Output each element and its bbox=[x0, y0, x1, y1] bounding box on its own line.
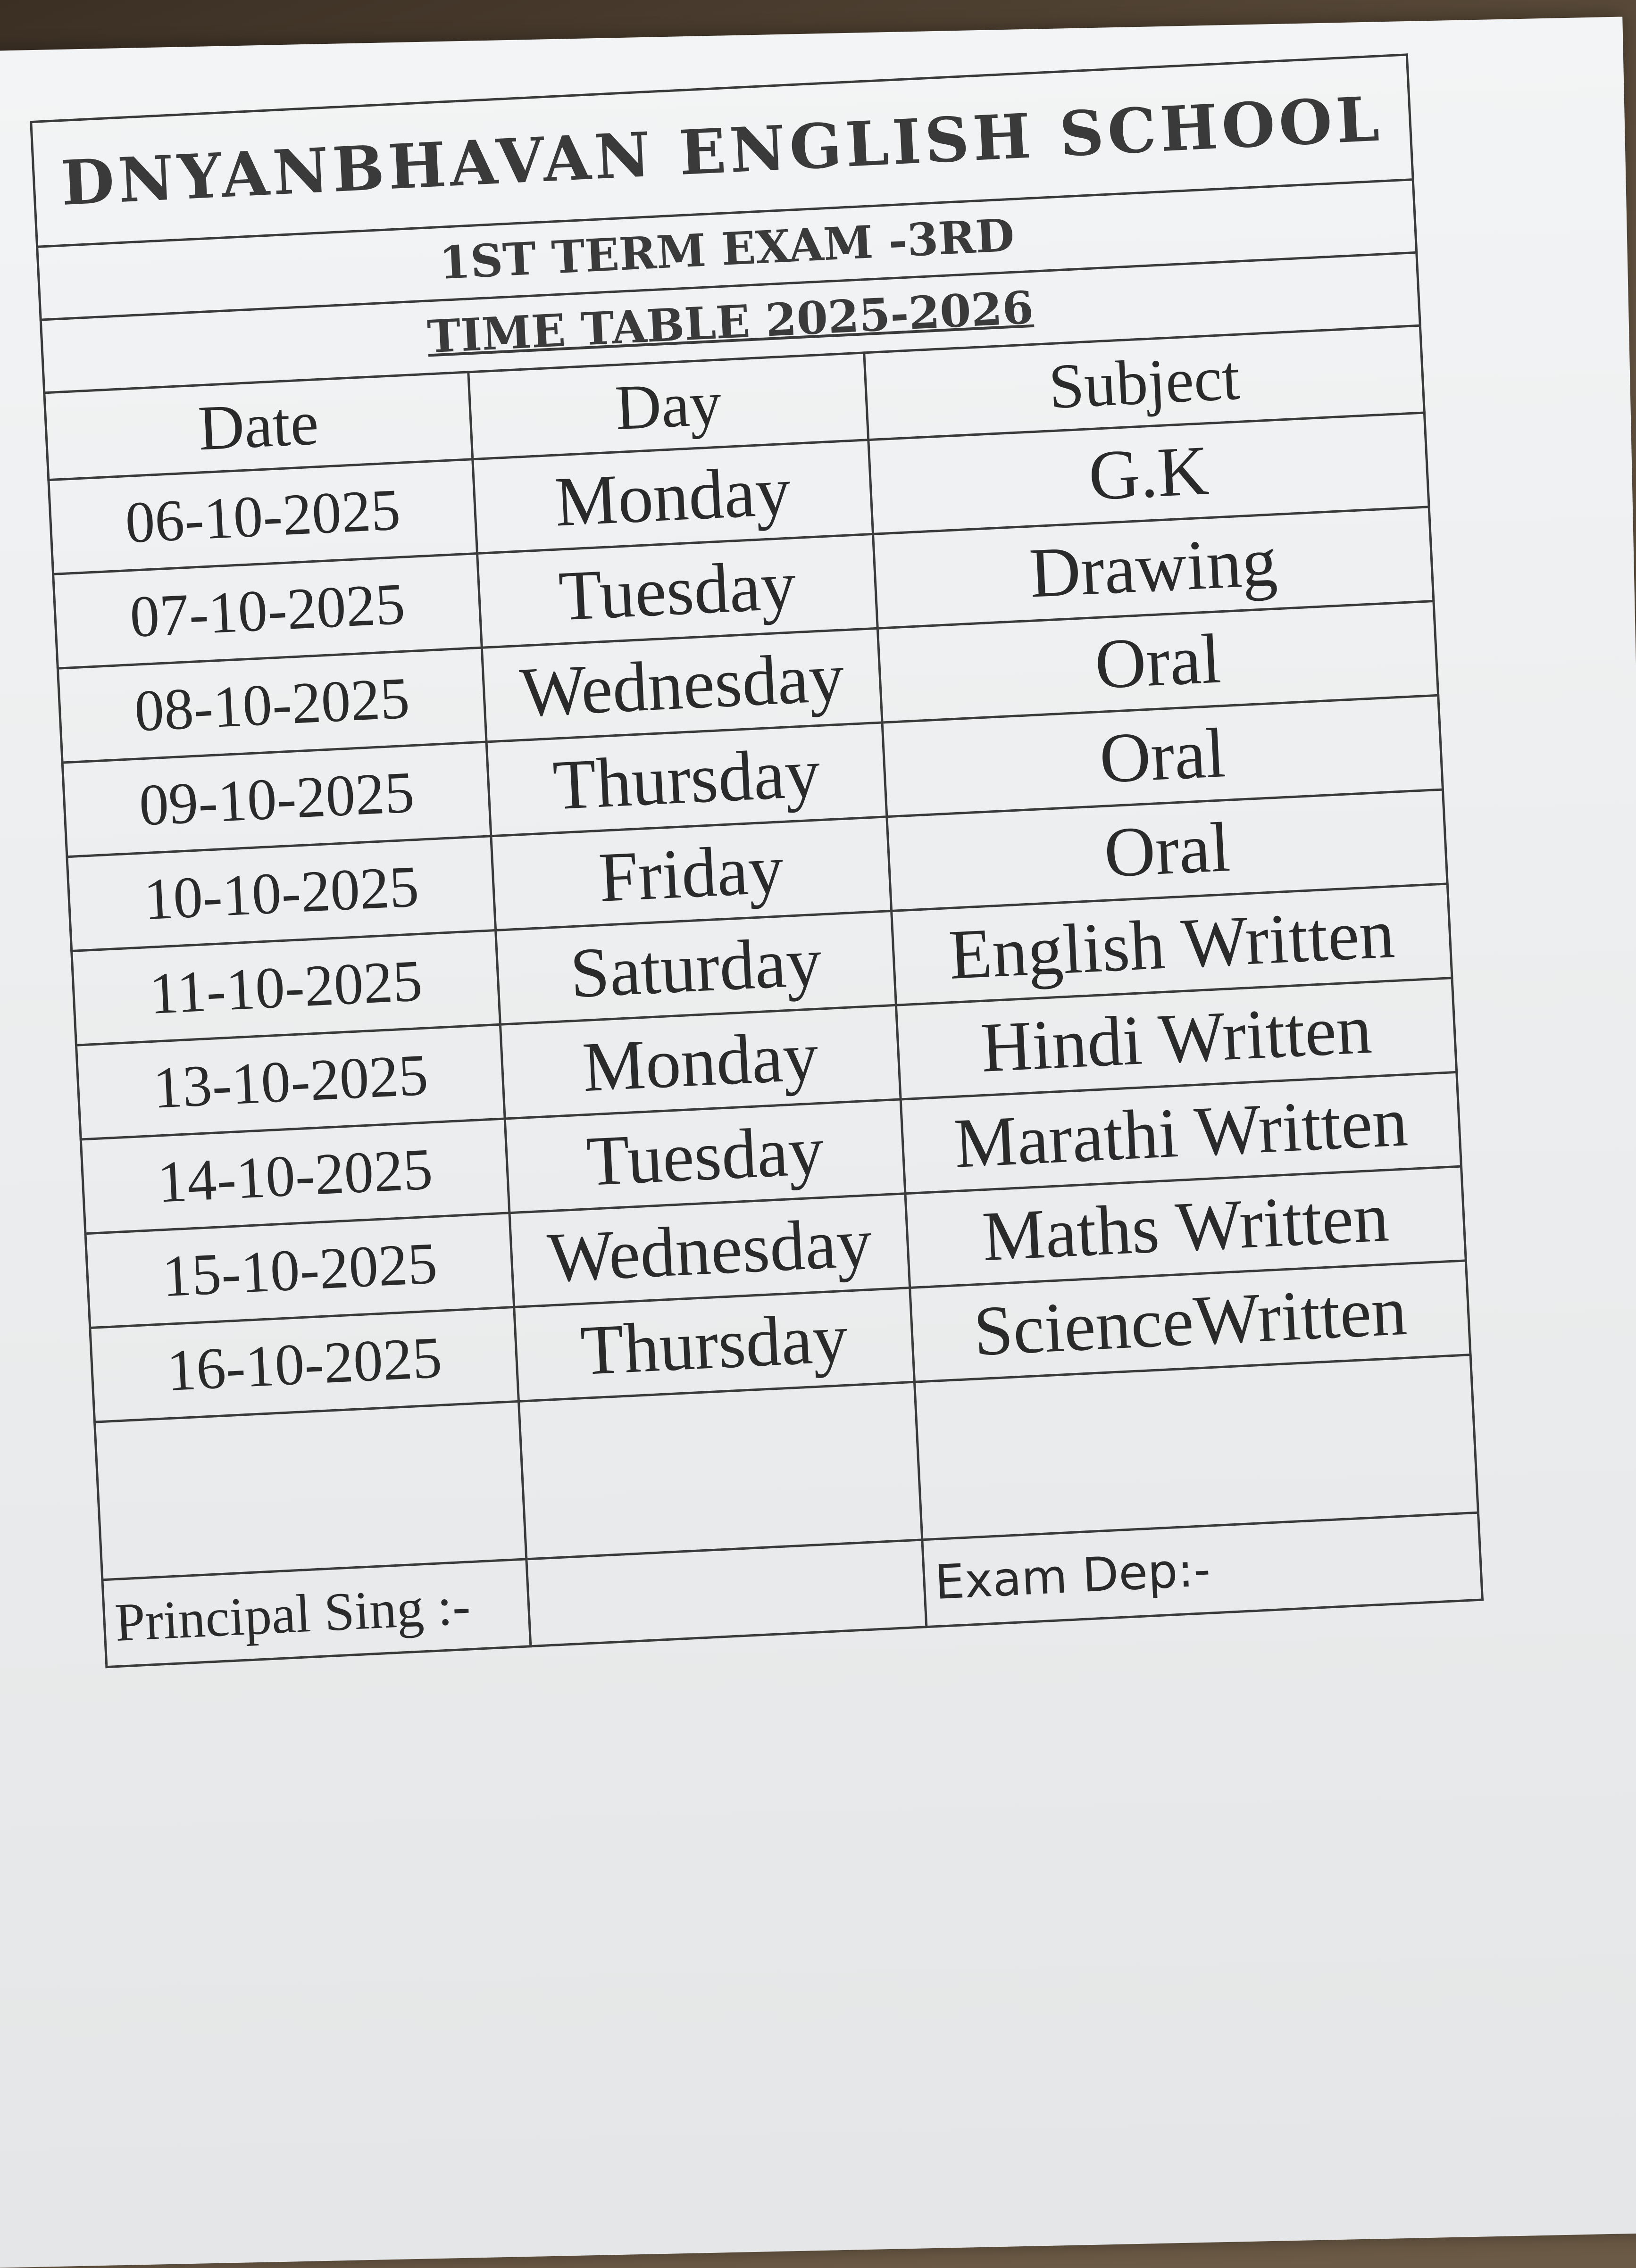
empty-cell bbox=[518, 1382, 922, 1559]
cell-subject: Hindi Written bbox=[896, 978, 1456, 1099]
cell-date: 07-10-2025 bbox=[53, 553, 482, 668]
cell-day: Tuesday bbox=[477, 534, 878, 648]
cell-subject: Oral bbox=[882, 695, 1443, 816]
cell-subject: Marathi Written bbox=[901, 1072, 1461, 1193]
cell-subject: Oral bbox=[887, 789, 1447, 911]
column-header-day: Day bbox=[468, 353, 868, 459]
cell-date: 14-10-2025 bbox=[81, 1119, 509, 1234]
paper-sheet bbox=[0, 17, 1636, 2268]
cell-subject: Maths Written bbox=[905, 1166, 1466, 1288]
cell-date: 13-10-2025 bbox=[76, 1024, 505, 1139]
cell-date: 08-10-2025 bbox=[58, 648, 486, 763]
cell-date: 15-10-2025 bbox=[85, 1213, 514, 1328]
school-name: DNYANBHAVAN ENGLISH SCHOOL bbox=[31, 55, 1413, 247]
cell-subject: Oral bbox=[877, 601, 1438, 723]
principal-signature-label: Principal Sing :- bbox=[102, 1559, 531, 1667]
cell-date: 16-10-2025 bbox=[90, 1307, 519, 1422]
column-header-subject: Subject bbox=[864, 325, 1425, 440]
term-title: 1ST TERM EXAM -3RD bbox=[37, 180, 1417, 320]
empty-cell bbox=[95, 1401, 526, 1580]
cell-date: 11-10-2025 bbox=[72, 930, 501, 1046]
cell-day: Wednesday bbox=[509, 1194, 910, 1307]
exam-department-label: Exam Dep:- bbox=[922, 1512, 1483, 1627]
cell-day: Saturday bbox=[496, 911, 896, 1024]
cell-subject: G.K bbox=[868, 413, 1429, 534]
empty-cell bbox=[914, 1355, 1478, 1540]
cell-date: 09-10-2025 bbox=[62, 742, 491, 857]
cell-subject: ScienceWritten bbox=[910, 1261, 1470, 1382]
cell-day: Friday bbox=[491, 817, 892, 930]
cell-date: 06-10-2025 bbox=[49, 459, 477, 574]
exam-timetable bbox=[30, 53, 1484, 1668]
signature-blank bbox=[526, 1540, 927, 1646]
timetable-document bbox=[30, 54, 1481, 1669]
column-header-date: Date bbox=[44, 372, 473, 480]
cell-day: Monday bbox=[500, 1005, 901, 1119]
cell-day: Thursday bbox=[486, 723, 887, 836]
cell-day: Thursday bbox=[514, 1288, 915, 1402]
cell-subject: English Written bbox=[892, 884, 1452, 1005]
cell-day: Tuesday bbox=[505, 1099, 905, 1213]
cell-day: Wednesday bbox=[482, 628, 882, 742]
cell-subject: Drawing bbox=[873, 507, 1434, 628]
cell-day: Monday bbox=[473, 440, 873, 554]
timetable-title: TIME TABLE 2025-2026 bbox=[41, 252, 1420, 392]
cell-date: 10-10-2025 bbox=[67, 836, 496, 951]
